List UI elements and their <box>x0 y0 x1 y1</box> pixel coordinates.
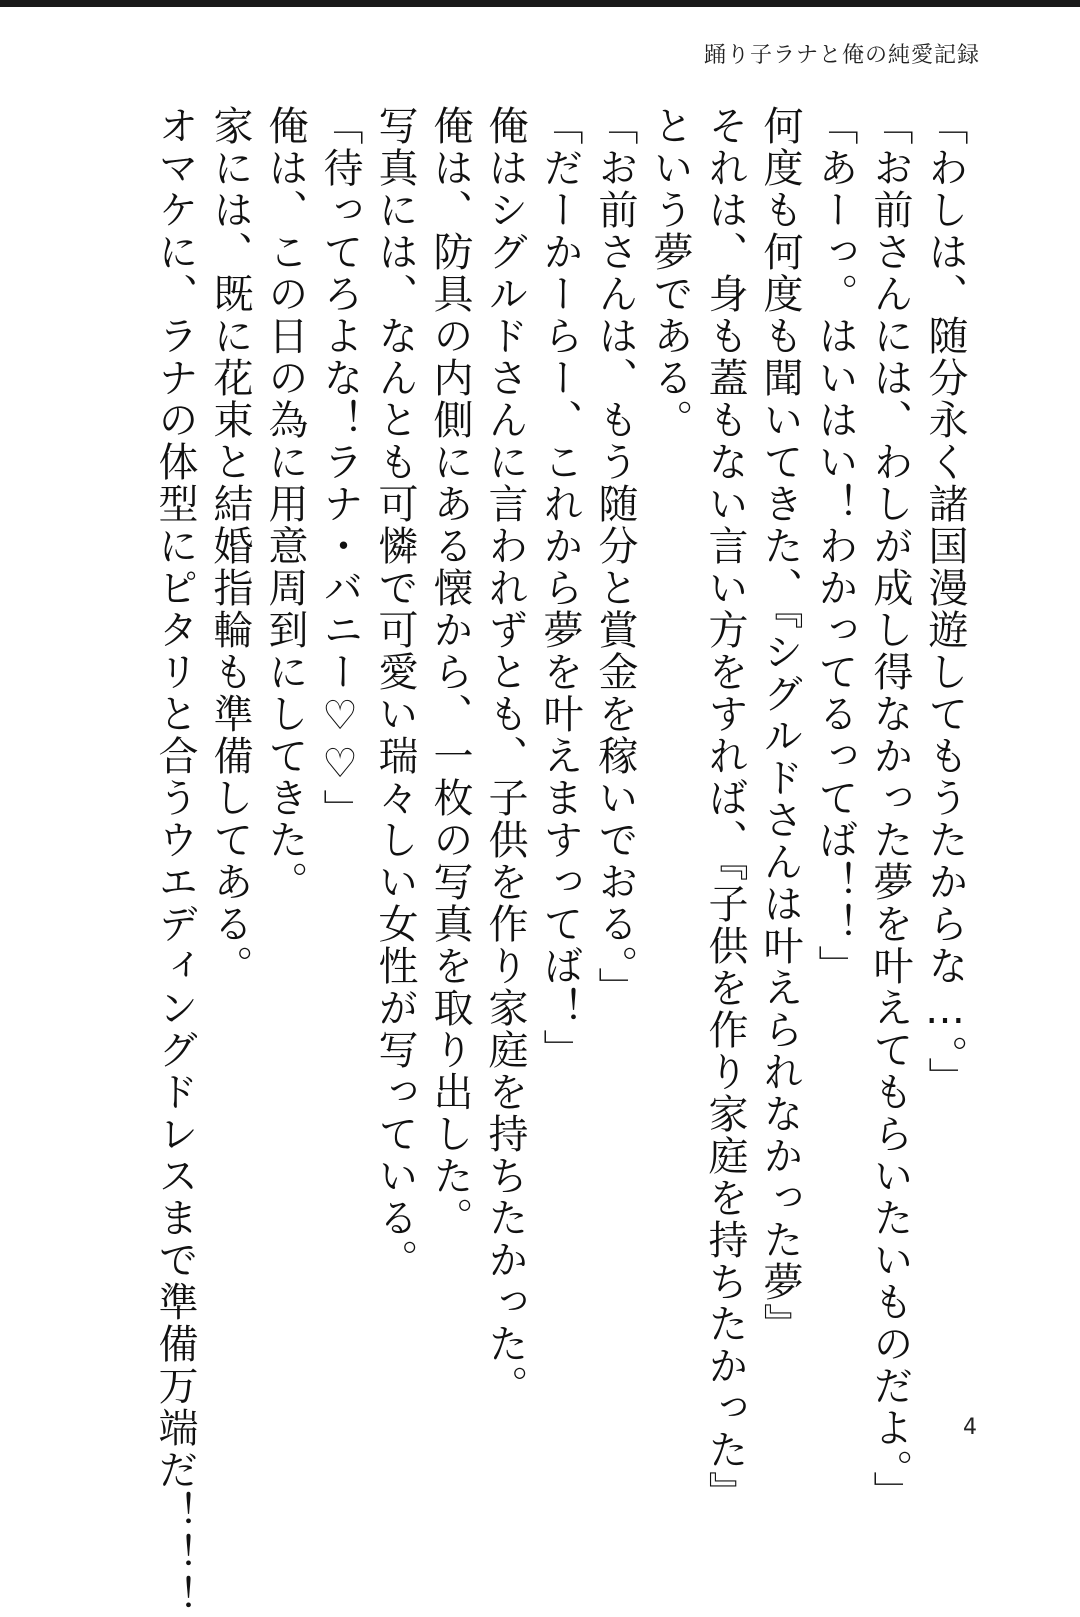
text-line-12: 「待ってろよな！ラナ・バニー♡♡」 <box>317 105 363 831</box>
text-line-14: 家には、既に花束と結婚指輪も準備してある。 <box>207 105 253 987</box>
text-line-2: 「お前さんには、わしが成し得なかった夢を叶えてもらいたいものだよ。」 <box>867 105 913 1513</box>
text-line-13: 俺は、この日の為に用意周到にしてきた。 <box>262 105 308 903</box>
text-line-10: 俺は、防具の内側にある懐から、一枚の写真を取り出した。 <box>427 105 473 1239</box>
text-line-3: 「あーっ。はいはい！わかってるってば！！」 <box>812 105 858 987</box>
text-line-11: 写真には、なんとも可憐で可愛い瑞々しい女性が写っている。 <box>372 105 418 1281</box>
running-header-title: 踊り子ラナと俺の純愛記録 <box>703 43 980 68</box>
text-line-15: オマケに、ラナの体型にピタリと合うウエディングドレスまで準備万端だ！！！ <box>152 105 198 1617</box>
text-line-5: それは、身も蓋もない言い方をすれば、『子供を作り家庭を持ちたかった』 <box>702 105 748 1513</box>
text-line-7: 「お前さんは、もう随分と賞金を稼いでおる。」 <box>592 105 638 1009</box>
text-line-1: 「わしは、随分永く諸国漫遊してもうたからな…。」 <box>922 105 968 1099</box>
page-number: 4 <box>963 1415 977 1440</box>
text-line-9: 俺はシグルドさんに言われずとも、子供を作り家庭を持ちたかった。 <box>482 105 528 1407</box>
text-line-6: という夢である。 <box>647 105 693 441</box>
vertical-text-body <box>148 105 972 1617</box>
top-border <box>0 0 1080 7</box>
text-line-8: 「だーかーらー、これから夢を叶えますってば！」 <box>537 105 583 1071</box>
text-line-4: 何度も何度も聞いてきた、『シグルドさんは叶えられなかった夢』 <box>757 105 803 1345</box>
